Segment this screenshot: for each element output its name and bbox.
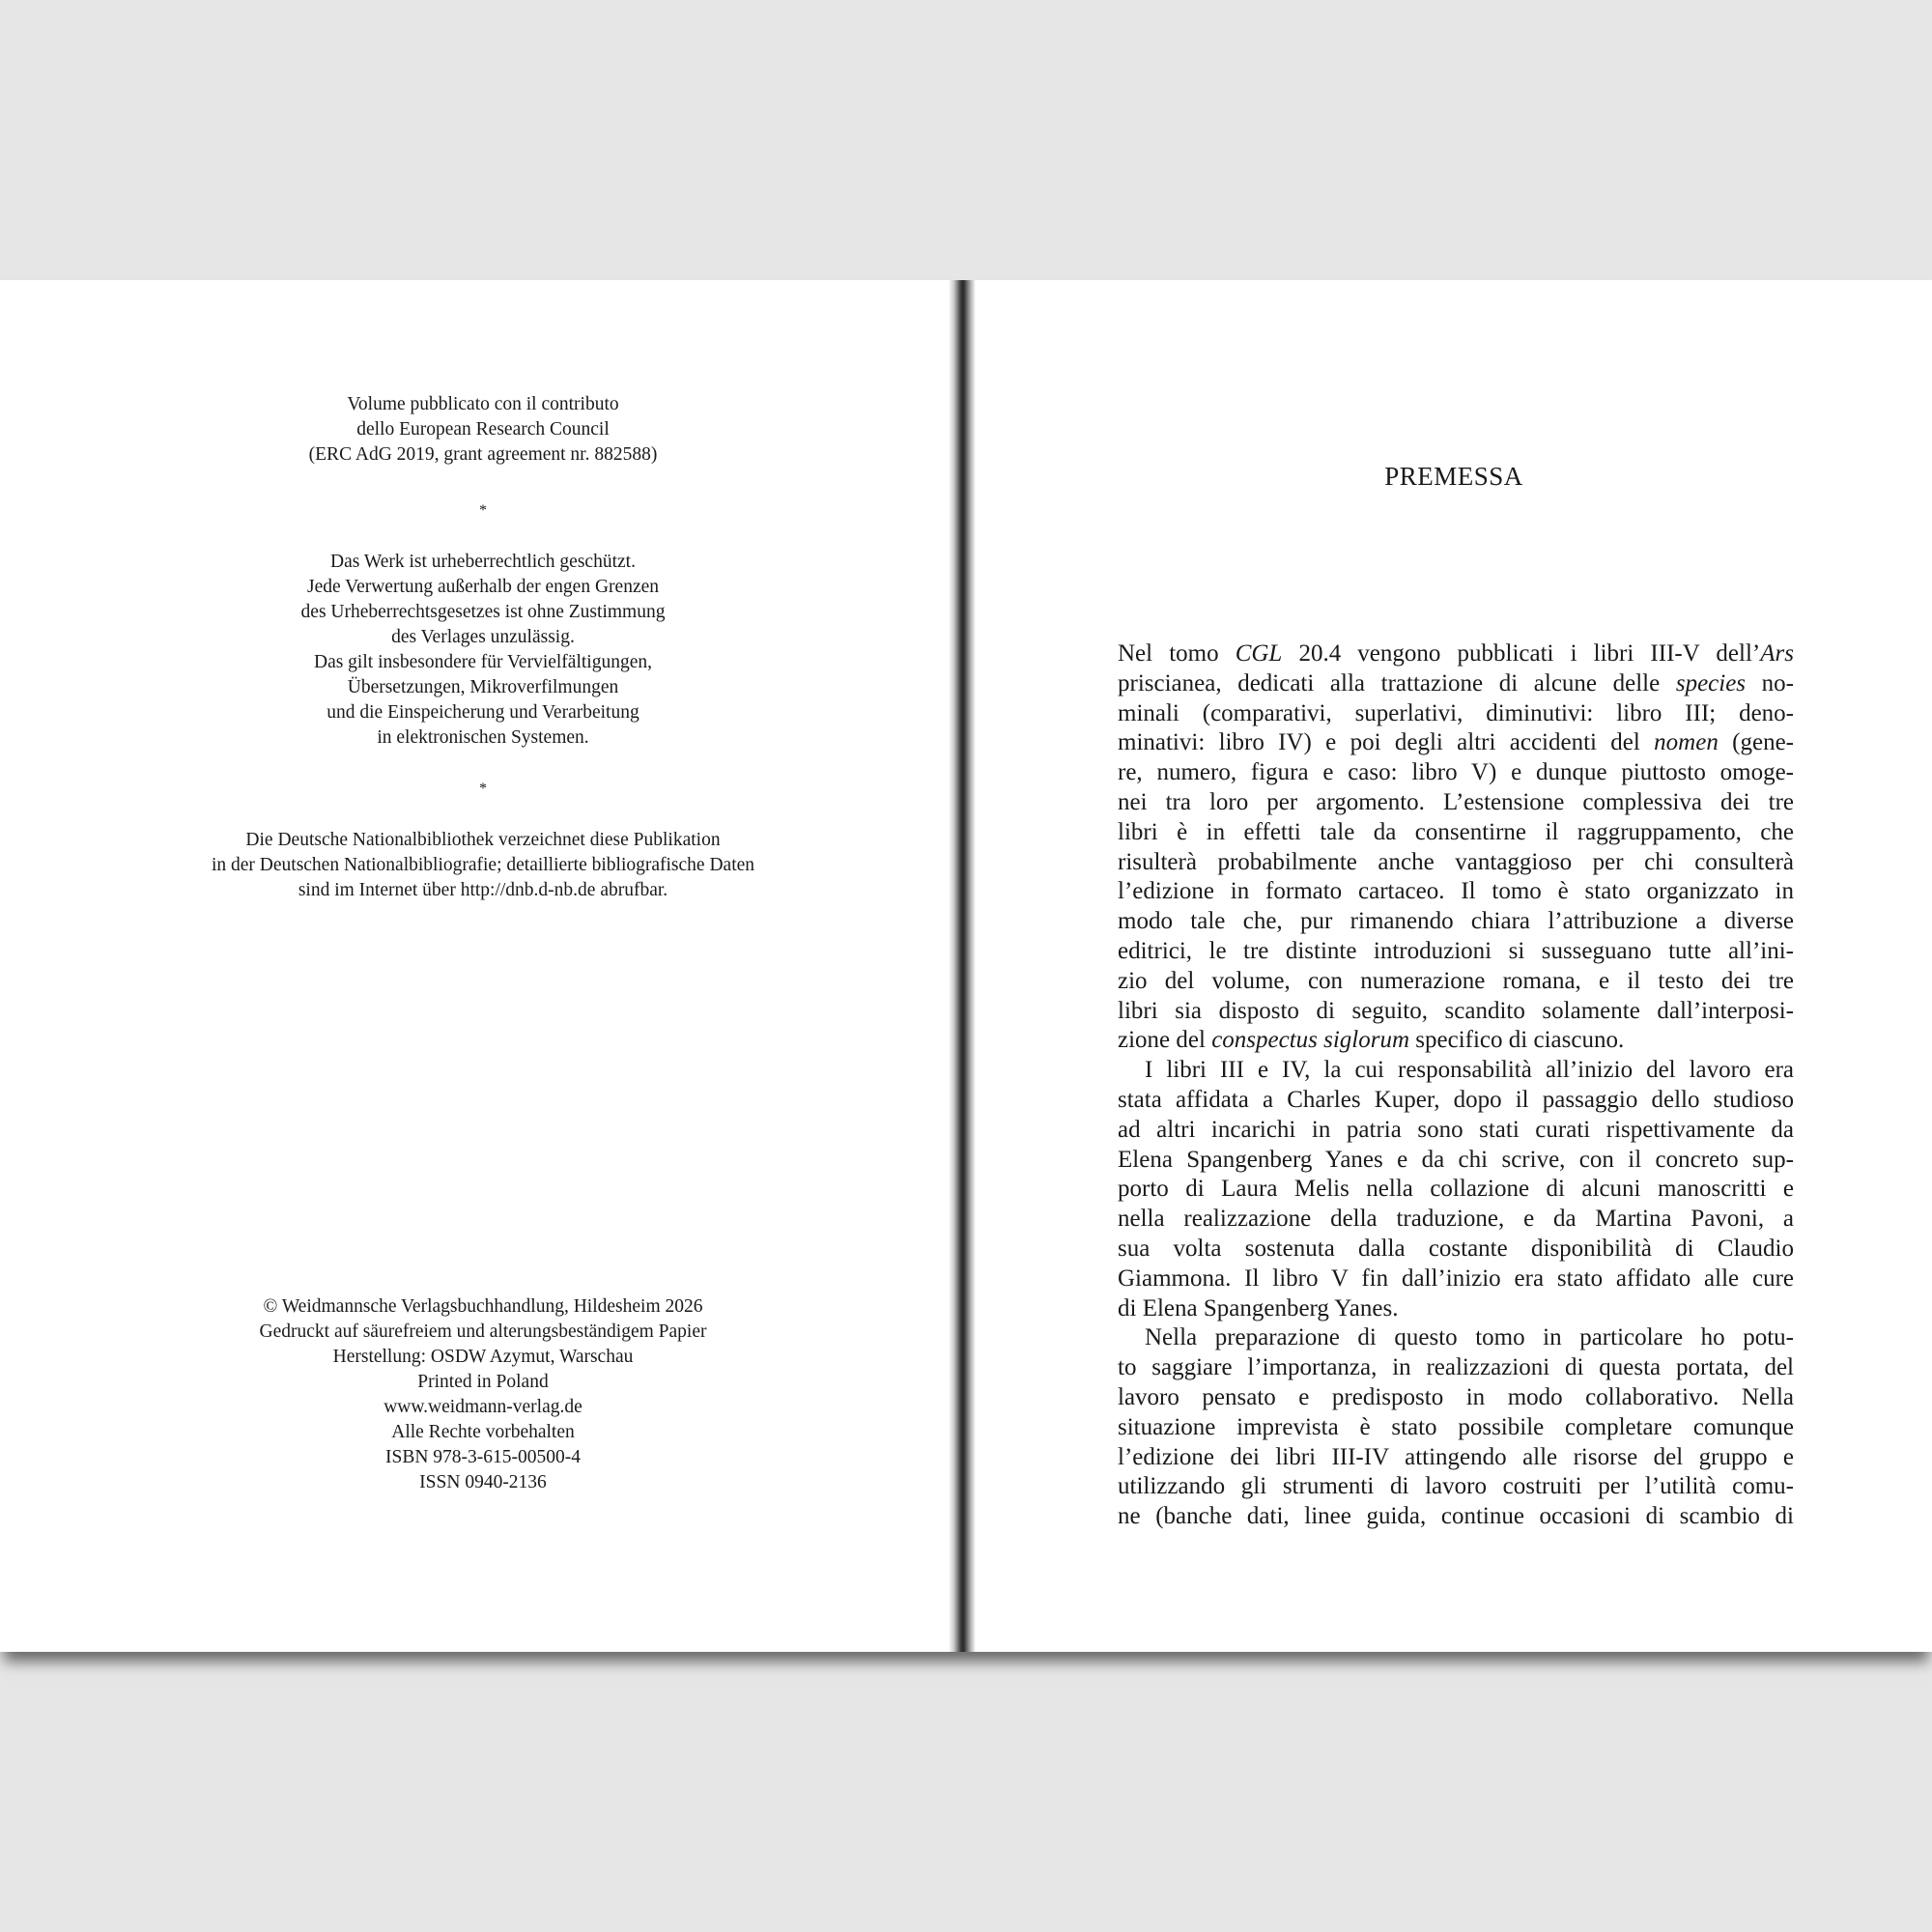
text-line (1118, 1294, 1794, 1324)
italic-term: Ars (1760, 640, 1794, 667)
publisher-line: Herstellung: OSDW Azymut, Warschau (332, 1347, 634, 1367)
text-run: zio del volume, con numerazione romana, e il testo dei tre (1118, 967, 1794, 994)
italic-term: conspectus siglorum (1211, 1027, 1410, 1054)
book-gutter (949, 280, 976, 1652)
text-line (1118, 669, 1794, 699)
book-spread (0, 280, 1932, 1652)
text-run: situazione imprevista è stato possibile completare comunque (1118, 1413, 1794, 1440)
issn: ISSN 0940-2136 (419, 1472, 547, 1492)
publisher-url: www.weidmann-verlag.de (384, 1397, 582, 1417)
text-run: zione del (1118, 1027, 1212, 1054)
text-line (1118, 1502, 1794, 1532)
text-line (1118, 1146, 1794, 1176)
copyright-line: Das Werk ist urheberrechtlich geschützt. (330, 552, 636, 572)
text-line (1118, 1175, 1794, 1205)
text-line (1118, 848, 1794, 878)
text-line (1118, 1443, 1794, 1473)
text-line (1118, 1264, 1794, 1294)
text-run: l’edizione dei libri III-IV attingendo alle risorse del gruppo e (1118, 1443, 1794, 1470)
funding-line: (ERC AdG 2019, grant agreement nr. 882588) (308, 444, 658, 465)
text-run: editrici, le tre distinte introduzioni si susseguano tutte all’ini- (1118, 937, 1794, 964)
copyright-line: Übersetzungen, Mikroverfilmungen (347, 677, 619, 697)
text-run: minali (comparativi, superlativi, diminutivi: libro III; deno- (1118, 699, 1794, 726)
dnb-notice (0, 828, 966, 903)
text-run: Nel tomo (1118, 640, 1236, 667)
text-run: I libri III e IV, la cui responsabilità all’inizio del lavoro era (1145, 1057, 1794, 1084)
italic-term: species (1675, 669, 1747, 696)
text-line (1118, 1205, 1794, 1235)
text-line (1118, 1056, 1794, 1086)
text-run: stata affidata a Charles Kuper, dopo il passaggio dello studioso (1118, 1086, 1794, 1113)
text-run: ne (banche dati, linee guida, continue occasioni di scambio di (1118, 1503, 1794, 1530)
text-run: 20.4 vengono pubblicati i libri III-V dell’ (1282, 640, 1761, 667)
text-line (1118, 1323, 1794, 1353)
text-run: to saggiare l’importanza, in realizzazioni di questa portata, del (1118, 1354, 1794, 1381)
text-line (1118, 937, 1794, 967)
text-line (1118, 758, 1794, 788)
copyright-line: in elektronischen Systemen. (377, 727, 589, 748)
italic-term: nomen (1654, 729, 1719, 756)
text-run: risulterà probabilmente anche vantaggioso per chi consulterà (1118, 848, 1794, 875)
text-run: Giammona. Il libro V fin dall’inizio era stato affidato alle cure (1118, 1264, 1794, 1292)
text-run: lavoro pensato e predisposto in modo collaborativo. Nella (1118, 1383, 1794, 1410)
dnb-line: Die Deutsche Nationalbibliothek verzeichnet diese Publikation (245, 830, 721, 850)
text-run: l’edizione in formato cartaceo. Il tomo è stato organizzato in (1118, 878, 1794, 905)
isbn: ISBN 978-3-615-00500-4 (384, 1447, 582, 1467)
text-run: nei tra loro per argomento. L’estensione complessiva dei tre (1118, 788, 1794, 815)
page-title: PREMESSA (1384, 462, 1523, 491)
publisher-line: Gedruckt auf säurefreiem und alterungsbeständigem Papier (259, 1321, 707, 1342)
text-line (1118, 818, 1794, 848)
text-run: di Elena Spangenberg Yanes. (1118, 1294, 1399, 1321)
text-line (1118, 997, 1794, 1027)
premessa-page (976, 280, 1932, 1652)
text-run: ad altri incarichi in patria sono stati curati rispettivamente da (1118, 1116, 1794, 1143)
text-line (1118, 639, 1794, 669)
publisher-info (0, 1294, 966, 1495)
text-line (1118, 907, 1794, 937)
funding-line: Volume pubblicato con il contributo (347, 394, 619, 414)
text-line (1118, 1235, 1794, 1264)
publisher-line: Alle Rechte vorbehalten (391, 1422, 575, 1442)
text-line (1118, 877, 1794, 907)
text-run: nella realizzazione della traduzione, e da Martina Pavoni, a (1118, 1206, 1794, 1233)
text-run: libri è in effetti tale da consentirne il raggruppamento, che (1118, 818, 1794, 845)
text-run: modo tale che, pur rimanendo chiara l’attribuzione a diverse (1118, 908, 1794, 935)
copyright-line: Jede Verwertung außerhalb der engen Grenzen (306, 577, 660, 597)
imprint-page (0, 280, 956, 1652)
copyright-line: des Urheberrechtsgesetzes ist ohne Zustimmung (300, 602, 666, 622)
dnb-line: in der Deutschen Nationalbibliografie; detaillierte bibliografische Daten (211, 855, 755, 875)
text-line (1118, 728, 1794, 758)
premessa-body (1118, 639, 1794, 1532)
publisher-line: Printed in Poland (417, 1372, 549, 1392)
text-run: re, numero, figura e caso: libro V) e dunque piuttosto omoge- (1118, 759, 1794, 786)
copyright-line: und die Einspeicherung und Verarbeitung (327, 702, 639, 723)
text-line (1118, 1413, 1794, 1443)
funding-note (0, 392, 966, 468)
text-run: minativi: libro IV) e poi degli altri accidenti del (1118, 729, 1655, 756)
text-line (1118, 1383, 1794, 1413)
dnb-line: sind im Internet über http://dnb.d-nb.de abrufbar. (298, 880, 668, 900)
text-line (1118, 1086, 1794, 1116)
text-run: Elena Spangenberg Yanes e da chi scrive, con il concreto sup- (1118, 1146, 1794, 1173)
text-line (1118, 699, 1794, 729)
text-line (1118, 1472, 1794, 1502)
text-run: libri sia disposto di seguito, scandito solamente dall’interposi- (1118, 997, 1794, 1024)
text-run: porto di Laura Melis nella collazione di alcuni manoscritti e (1118, 1176, 1794, 1203)
text-line (1118, 967, 1794, 997)
copyright-notice (0, 550, 966, 751)
text-run: no- (1746, 669, 1794, 696)
text-run: utilizzando gli strumenti di lavoro costruiti per l’utilità comu- (1118, 1473, 1794, 1500)
italic-term: CGL (1235, 640, 1283, 667)
text-run: (gene- (1718, 729, 1794, 756)
publisher-line: © Weidmannsche Verlagsbuchhandlung, Hildesheim 2026 (263, 1296, 703, 1317)
copyright-line: Das gilt insbesondere für Vervielfältigungen, (313, 652, 652, 672)
text-run: sua volta sostenuta dalla costante disponibilità di Claudio (1118, 1235, 1794, 1262)
text-line (1118, 1353, 1794, 1383)
text-line (1118, 788, 1794, 818)
text-run: Nella preparazione di questo tomo in particolare ho potu- (1145, 1324, 1794, 1351)
funding-line: dello European Research Council (356, 419, 610, 440)
text-line (1118, 1116, 1794, 1146)
text-line (1118, 1026, 1794, 1056)
separator-asterisk: * (479, 502, 487, 519)
text-run: priscianea, dedicati alla trattazione di alcune delle (1118, 669, 1676, 696)
text-run: specifico di ciascuno. (1409, 1027, 1625, 1054)
separator-asterisk: * (479, 781, 487, 797)
copyright-line: des Verlages unzulässig. (391, 627, 575, 647)
